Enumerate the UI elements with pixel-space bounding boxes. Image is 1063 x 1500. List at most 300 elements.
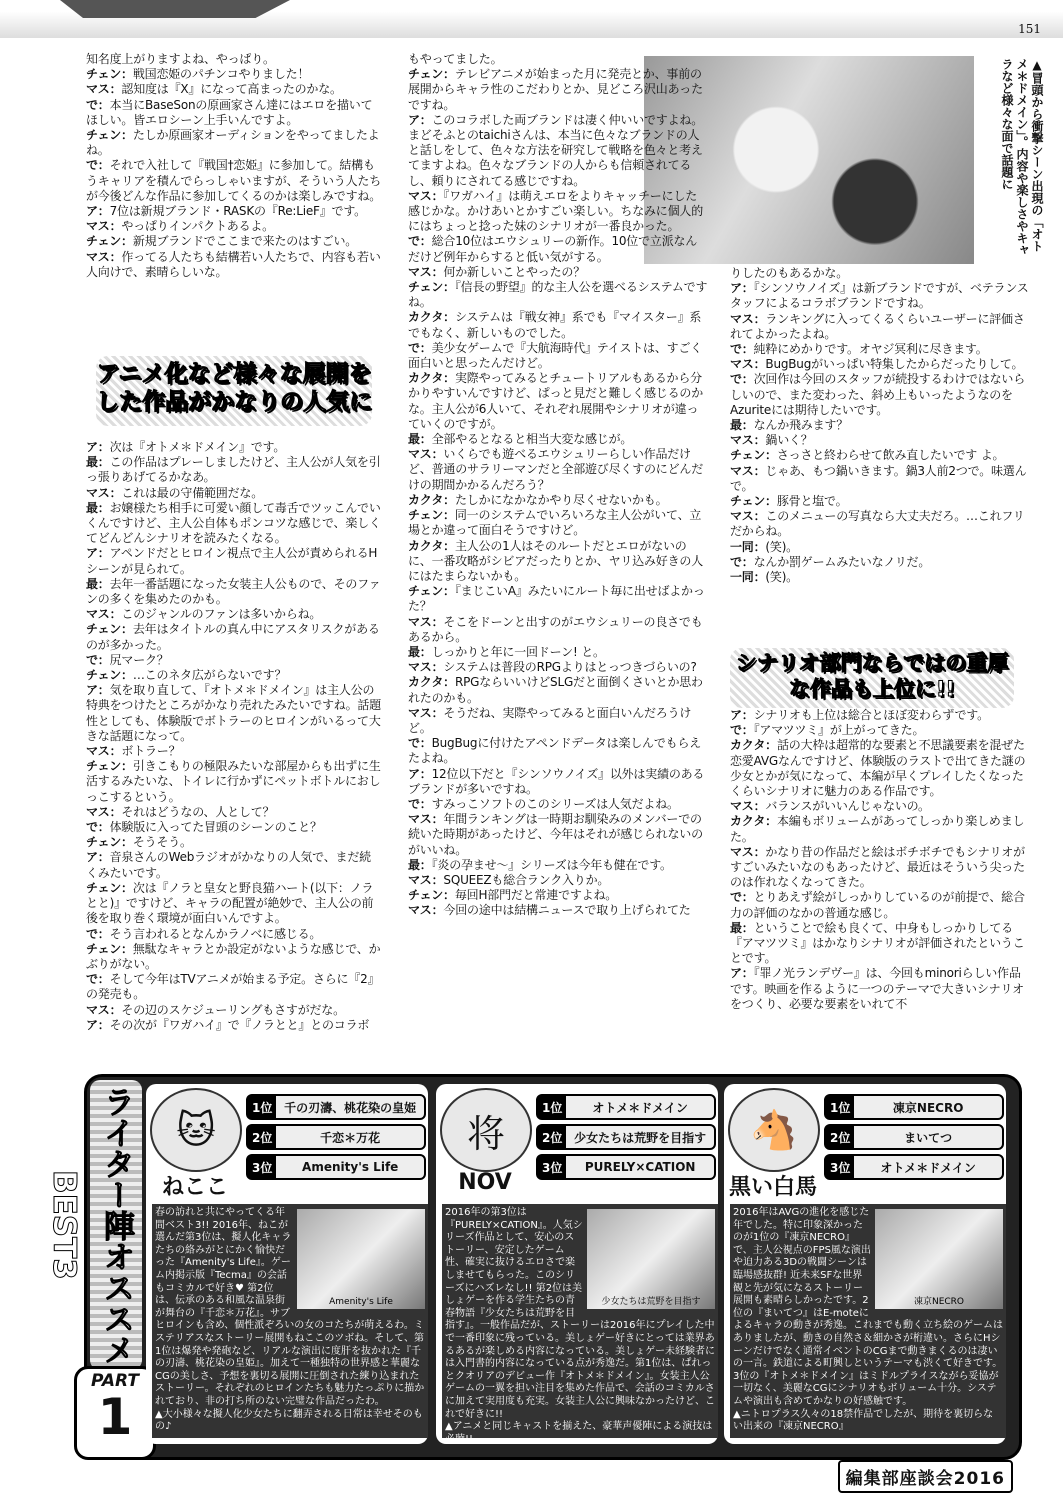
speaker-name: で： xyxy=(730,723,754,738)
image-label: Amenity's Life xyxy=(329,1297,393,1308)
dialogue-text: そうだね、実際やってみると面白いんだろうけど。 xyxy=(408,705,692,735)
speaker-name: チェン： xyxy=(408,888,455,903)
dialogue-line xyxy=(408,447,708,493)
rank-1 xyxy=(536,1094,716,1120)
speaker-name: カクタ： xyxy=(730,814,777,829)
speaker-name: チェン： xyxy=(86,67,133,82)
dialogue-line xyxy=(86,486,382,501)
writer-name: NOV xyxy=(458,1170,512,1195)
dialogue-line xyxy=(408,341,708,371)
dialogue-text: 総合10位はエウシュリーの新作。10位で立派なんだけど例年からすると低い気がする。 xyxy=(408,234,698,264)
dialogue-text: 『アマツツミ』が上がってきた。 xyxy=(753,723,925,738)
dialogue-line xyxy=(86,607,382,622)
dialogue-text: シナリオも上位は総合とほぼ変わらずです。 xyxy=(753,708,989,722)
speaker-name: マス： xyxy=(408,872,444,887)
dialogue-line xyxy=(730,738,1030,799)
dialogue-text: 12位以下だと『シンソウノイズ』以外は実績のあるブランドが多いですね。 xyxy=(408,766,705,796)
dialogue-line xyxy=(408,265,708,280)
rank-1 xyxy=(824,1094,1004,1120)
rank-title: 凍京NECRO xyxy=(892,1100,964,1115)
dialogue-text: 7位は新規ブランド・RASKの『Re:LieF』です。 xyxy=(109,204,366,219)
dialogue-line xyxy=(86,128,382,158)
page-number: 151 xyxy=(1018,22,1041,36)
dialogue-text: システムは『戦女神』系でも『マイスター』系でもなく、新しいものでした。 xyxy=(408,310,702,340)
dialogue-text: 次は『ノラと皇女と野良猫ハート(以下：ノラとと)』ですけど、キャラの配置が絶妙で、主人公の前後を取り巻く環境が面白いんですよ。 xyxy=(86,880,374,926)
dialogue-line xyxy=(408,189,708,235)
speaker-name: マス： xyxy=(408,614,444,629)
rank-title: まいてつ xyxy=(904,1130,953,1145)
speaker-name: チェン： xyxy=(730,448,777,463)
image-caption: ▲アニメと同じキャストを揃えた、豪華声優陣による演技は必聴!! xyxy=(445,1421,713,1445)
dialogue-text: お嬢様たち相手に可愛い顔して毒舌でツッこんでいくんですけど、主人公自体もポンコツな感じで、楽しくてどんどんシナリオを読みたくなる。 xyxy=(86,500,381,546)
rank-title: オトメ＊ドメイン xyxy=(592,1100,688,1115)
dialogue-text: 純粋にめかりです。オヤジ冥利に尽きます。 xyxy=(753,342,988,357)
section-heading-anime: アニメ化など様々な展開をした作品がかなりの人気に xyxy=(96,356,372,426)
speaker-name: で： xyxy=(86,97,110,112)
dialogue-line xyxy=(408,706,708,736)
dialogue-text: SQUEEZも総合ランク入りか。 xyxy=(443,872,610,887)
comment-text: 2016年はAVGの進化を感じた年でした。特に印象深かったのが1位の『凍京NECRO』で、主人公視点のFPS風な演出や迫力ある3Dの戦闘シーンは臨場感抜群! 近未来SFな世界観と先が気になるストーリー展開も素晴らしかったです。2位の『まいてつ』はE-moteによるキャラの動きが秀逸。これまでも動く立ち絵のゲームはありましたが、動きの自然さ＆細かさが桁違い。さらにHシーンだけでなく通常イベントのCGまで動きまくるのは凄いの一言。鉄道による町興しというテーマも渋くて好きです。3位の『オトメ＊ドメイン』はミドルプライスながら妥協が一切なく、美麗なCGにシナリオもボリューム十分。システムや演出も含めてかなりの好感触です。 xyxy=(733,1207,1003,1407)
rank-title: PURELY×CATION xyxy=(584,1160,696,1174)
speaker-name: ア： xyxy=(86,850,110,865)
rank-2 xyxy=(246,1124,426,1150)
writer-card-kuroi-hakuba xyxy=(724,1084,1006,1444)
dialogue-text: ボトラー？ xyxy=(121,744,181,759)
rank-label: 2位 xyxy=(248,1126,276,1148)
speaker-name: マス： xyxy=(730,509,766,524)
dialogue-line xyxy=(86,158,382,204)
dialogue-line xyxy=(86,805,382,820)
image-label: 少女たちは荒野を目指す xyxy=(601,1297,701,1308)
dialogue-text: 主人公の1人はそのルートだとエロがないのに、一番攻略がシビアだったりとか、ヤリ込み好きの人にはたまらないかも。 xyxy=(408,538,704,583)
dialogue-text: やっぱりインパクトあるよ。 xyxy=(121,219,274,234)
dialogue-line xyxy=(86,82,382,97)
speaker-name: マス： xyxy=(408,903,444,918)
dialogue-text: なんか飛みます？ xyxy=(753,418,849,433)
dialogue-line xyxy=(730,814,1030,844)
dialogue-line xyxy=(408,234,708,264)
speaker-name: マス： xyxy=(408,812,444,827)
dialogue-line xyxy=(86,744,382,759)
speaker-name: カクタ： xyxy=(408,538,455,553)
game-image xyxy=(875,1209,1003,1309)
dialogue-text: これは最の守備範囲だな。 xyxy=(121,485,264,500)
dialogue-line xyxy=(730,799,1030,814)
part-number: 1 xyxy=(97,1388,133,1446)
dialogue-text: そうそう。 xyxy=(132,835,192,850)
dialogue-text: 何か新しいことやったの？ xyxy=(443,264,586,279)
dialogue-line xyxy=(86,440,382,455)
dialogue-line xyxy=(408,812,708,858)
dialogue-text: このコラボした両ブランドは凄く仲いいですよね。まどそふとのtaichiさんは、本当に色々なブランドの人と話しをして、色々な方法を研究して戦略を色々と考えてますよね。色々なブランドの人からも信頼されてるし、頼りにされてる感じですね。 xyxy=(408,112,704,188)
dialogue-line xyxy=(86,1018,382,1033)
speaker-name: ア： xyxy=(730,708,754,722)
cat-avatar-icon: 🐱 xyxy=(150,1088,242,1172)
dialogue-line xyxy=(408,888,708,903)
dialogue-line xyxy=(86,683,382,744)
dialogue-text: 『シンソウノイズ』は新ブランドですが、ベテランスタッフによるコラボブランドですね。 xyxy=(730,281,1029,311)
dialogue-text: このメニューの写真なら大丈夫だろ。…これフリだからね。 xyxy=(730,509,1025,539)
dialogue-text: RPGならいいけどSLGだと面倒くさいとか思われたのかも。 xyxy=(408,675,703,705)
dialogue-line xyxy=(408,493,708,508)
dialogue-text: BugBugに付けたアペンドデータは楽しんでもらえたよね。 xyxy=(408,736,702,766)
rank-label: 2位 xyxy=(538,1126,566,1148)
speaker-name: チェン： xyxy=(86,759,133,774)
dialogue-text: 『炎の孕ませ～』シリーズは今年も健在です。 xyxy=(431,857,672,872)
speaker-name: ア： xyxy=(86,204,110,219)
comment-text: 春の訪れと共にやってくる年間ベスト3!! 2016年、ねこが選んだ第3位は、擬人化キャラたちの絡みがとにかく愉快だった『Amenity's Life』。ゲーム内掲示版『Tecma』の会話もコミカルで好き♥ 第2位は、伝承のある和風な温泉街が舞台の『千恋＊万花』。サブヒロインも含め、個性派ぞろいの女のコたちが萌えるわ。ミステリアスなストーリー展開もねここのツボね。そして、第1位は爆発や発砲など、リアルな演出に度肝を抜かれた『千の刃濤、桃花染の皇姫』。加えて一種独特の世界感と華麗なCGの美しさ、予想を裏切る展開に圧倒された練り込まれたストーリー。それぞれのヒロインたちも魅力たっぷりに描かれており、非の打ち所のない完璧な作品だったわ。 xyxy=(155,1207,425,1407)
dialogue-text: たしか原画家オーディションをやってましたよね。 xyxy=(86,128,380,158)
dialogue-text: 年間ランキングは一時期お馴染みのメンバーでの続いた時期があったけど、今年はそれが感じられないのがいいね。 xyxy=(408,812,703,857)
speaker-name: ア： xyxy=(86,683,110,698)
dialogue-text: それで入社して『戦国†恋姫』に参加して。結構もうキャリアを積んでらっしゃいますが、そういう人たちが今後どんな作品に参加してくるのかは楽しみですね。 xyxy=(86,158,382,203)
dialogue-text: 今回の途中は結構ニュースで取り上げられてた xyxy=(443,903,691,918)
dialogue-line xyxy=(730,570,1030,585)
rank-title: 千の刃濤、桃花染の皇姫 xyxy=(284,1100,417,1115)
speaker-name: マス： xyxy=(408,447,444,462)
rank-label: 1位 xyxy=(826,1096,854,1118)
rank-title: オトメ＊ドメイン xyxy=(880,1160,976,1175)
dialogue-text: そこをドーンと出すのがエウシュリーの良さでもあるから。 xyxy=(408,614,703,644)
speaker-name: マス： xyxy=(86,82,122,97)
dialogue-text: 気を取り直して、『オトメ＊ドメイン』は主人公の特典をつけたところがかなり売れたみたいですね。話題性としても、体験版でボトラーのヒロインがいるって大きな話題になって。 xyxy=(86,683,382,743)
dialogue-text: とりあえず絵がしっかりしているのが前提で、総合力の評価のなかの普通な感じ。 xyxy=(730,890,1025,920)
dialogue-line xyxy=(86,820,382,835)
dialogue-text: 美少女ゲームで『大航海時代』テイストは、すごく面白いと思ったんだけど。 xyxy=(408,340,703,371)
writer-recommend-title: ライター陣オススメBEST3 xyxy=(90,1080,142,1370)
speaker-name: ア： xyxy=(86,546,110,561)
speaker-name: 最： xyxy=(86,455,110,470)
dialogue-line xyxy=(86,942,382,972)
dialogue-line xyxy=(730,418,1030,433)
dialogue-text: もやってました。 xyxy=(408,52,503,66)
dialogue-text: テレビアニメが始まった月に発売とか、事前の展開からキャラ性のこだわりとか、見どころ沢山あったですね。 xyxy=(408,67,703,112)
dialogue-text: なんか罰ゲームみたいなノリだ。 xyxy=(753,554,931,569)
dialogue-text: システムは普段のRPGよりはとっつきづらいの? xyxy=(443,660,697,675)
speaker-name: で： xyxy=(408,234,432,249)
dialogue-line xyxy=(408,645,708,660)
dialogue-text: かなり昔の作品だと絵はボチボチでもシナリオがすごいみたいなのもあったけど、最近はそういう尖ったのは作れなくなってきた。 xyxy=(730,844,1025,890)
speaker-name: で： xyxy=(730,372,754,387)
speaker-name: カクタ： xyxy=(408,310,455,325)
speaker-name: 最： xyxy=(86,576,110,591)
dialogue-text: 鍋いく？ xyxy=(765,433,813,448)
dialogue-text: すみっこソフトのこのシリーズは人気だよね。 xyxy=(431,796,679,811)
dialogue-text: 無駄なキャラとか設定がないような感じで、かぶりがない。 xyxy=(86,941,381,971)
rank-label: 1位 xyxy=(248,1096,276,1118)
speaker-name: チェン： xyxy=(86,668,133,683)
dialogue-text: BugBugがいっぱい特集したからだったりして。 xyxy=(765,357,1024,372)
speaker-name: チェン： xyxy=(408,67,455,82)
speaker-name: カクタ： xyxy=(408,492,455,507)
dialogue-line xyxy=(730,540,1030,555)
rank-label: 2位 xyxy=(826,1126,854,1148)
speaker-name: で： xyxy=(730,342,754,357)
dialogue-line xyxy=(408,432,708,447)
dialogue-line xyxy=(408,660,708,675)
speaker-name: で： xyxy=(408,736,432,751)
dialogue-text: 作ってる人たちも結構若い人たちで、内容も若い人向けで、素晴らしいな。 xyxy=(86,249,381,279)
dialogue-text: そう言われるとなんかラノベに感じる。 xyxy=(109,926,322,941)
rank-2 xyxy=(536,1124,716,1150)
speaker-name: マス： xyxy=(86,607,122,622)
dialogue-line xyxy=(86,577,382,607)
dialogue-text: 戦国恋姫のパチンコやりました！ xyxy=(132,67,310,82)
dialogue-line xyxy=(730,433,1030,448)
speaker-name: で： xyxy=(730,554,754,569)
photo-caption: ▲冒頭から衝撃シーン出現の「オトメ＊ドメイン」。内容や楽しさやキャラなど様々な面で話題に xyxy=(1000,58,1044,256)
dialogue-line xyxy=(408,67,708,113)
speaker-name: 一同： xyxy=(730,539,766,554)
shogi-piece-avatar-icon: 将 xyxy=(440,1088,532,1172)
speaker-name: マス： xyxy=(408,264,444,279)
dialogue-line xyxy=(408,615,708,645)
dialogue-text: 話の大枠は超常的な要素と不思議要素を混ぜた恋愛AVGなんですけど、体験版のラストで出てきた謎の少女とかが気になって、本編が早くプレイしたくなったくらいシナリオに魅力のある作品です。 xyxy=(730,738,1026,799)
dialogue-line xyxy=(730,464,1030,494)
dialogue-line xyxy=(408,736,708,766)
page-header-bar xyxy=(0,0,1063,38)
dialogue-text: 次回作は今回のスタッフが続投するわけではないらしいので、また変わった、斜め上もいったようなのをAzuriteには期待したいです。 xyxy=(730,372,1026,417)
speaker-name: チェン： xyxy=(86,622,133,637)
speaker-name: で： xyxy=(86,652,110,667)
speaker-name: マス： xyxy=(408,188,444,203)
dialogue-line xyxy=(730,966,1030,1012)
speaker-name: ア： xyxy=(730,966,754,981)
dialogue-line xyxy=(408,113,708,189)
dialogue-text: 去年一番話題になった女装主人公もので、そのファンの多くを集めたのかも。 xyxy=(86,576,381,607)
dialogue-text: ということで絵も良くて、中身もしっかりしてる『アマツツミ』はかなりシナリオが評価されたということです。 xyxy=(730,920,1025,966)
dialogue-text: 『ワガハイ』は萌えエロをよりキャッチーにした感じかな。かけあいとかすごい楽しい。ちなみに個人的にはちょっと捻った妹のシナリオが一番良かった。 xyxy=(408,188,704,234)
speaker-name: ア： xyxy=(86,1017,110,1032)
speaker-name: で： xyxy=(408,796,432,811)
speaker-name: で： xyxy=(730,890,754,905)
dialogue-line xyxy=(86,501,382,547)
rank-title: Amenity's Life xyxy=(302,1160,399,1174)
dialogue-line xyxy=(730,723,1030,738)
dialogue-text: 知名度上がりますよね、やっぱり。 xyxy=(86,52,275,66)
speaker-name: チェン： xyxy=(408,280,455,295)
dialogue-text: 本当にBaseSonの原画家さん達にはエロを描いてほしい。皆エロシーン上手いんですよ。 xyxy=(86,97,373,127)
dialogue-line xyxy=(86,835,382,850)
section-heading-scenario: シナリオ部門ならではの重厚な作品も上位に!! xyxy=(730,648,1014,708)
speaker-name: マス： xyxy=(730,799,766,814)
game-image xyxy=(587,1209,715,1309)
speaker-name: チェン： xyxy=(86,128,133,143)
rank-label: 1位 xyxy=(538,1096,566,1118)
rank-3 xyxy=(824,1154,1004,1180)
footer-title: 編集部座談会2016 xyxy=(838,1460,1013,1493)
speaker-name: チェン： xyxy=(86,941,133,956)
speaker-name: ア： xyxy=(730,281,754,296)
speaker-name: マス： xyxy=(86,1002,122,1017)
dialogue-line xyxy=(408,858,708,873)
speaker-name: チェン： xyxy=(86,234,133,249)
dialogue-text: …このネタ広がらないです？ xyxy=(132,668,287,683)
dialogue-line xyxy=(86,546,382,576)
dialogue-line xyxy=(730,281,1030,311)
dialogue-text: 体験版に入ってた冒頭のシーンのこと？ xyxy=(109,820,322,835)
speaker-name: マス： xyxy=(86,219,122,234)
dialogue-line xyxy=(408,310,708,340)
dialogue-line xyxy=(408,280,708,310)
dialogue-text: バランスがいいんじゃないの。 xyxy=(765,799,930,814)
dialogue-text: 新規ブランドでここまで来たのはすごい。 xyxy=(132,234,358,249)
speaker-name: 一同： xyxy=(730,570,766,585)
header-decoration xyxy=(60,0,290,18)
speaker-name: 最： xyxy=(86,500,110,515)
dialogue-line xyxy=(408,873,708,888)
speaker-name: マス： xyxy=(730,311,766,326)
article-column-1-cont xyxy=(86,440,382,1033)
rank-2 xyxy=(824,1124,1004,1150)
article-column-3 xyxy=(730,266,1030,585)
dialogue-line xyxy=(408,675,708,705)
speaker-name: で： xyxy=(86,158,110,173)
dialogue-text: 実際やってみるとチュートリアルもあるから分かりやすいんですけど、ぱっと見だと難しく感じるのかな。主人公が6人いて、それぞれ展開やシナリオが違っていくのですが。 xyxy=(408,371,704,431)
speaker-name: カクタ： xyxy=(408,371,455,386)
dialogue-text: 去年はタイトルの真ん中にアスタリスクがあるのが多かった。 xyxy=(86,622,380,652)
image-label: 凍京NECRO xyxy=(913,1297,965,1308)
horse-avatar-icon: 🐴 xyxy=(728,1088,820,1172)
speaker-name: チェン： xyxy=(408,584,455,599)
speaker-name: チェン： xyxy=(730,494,777,509)
dialogue-text: 毎回H部門だと常連ですよね。 xyxy=(454,888,618,903)
speaker-name: マス： xyxy=(86,744,122,759)
article-column-3-cont xyxy=(730,708,1030,1012)
article-column-1 xyxy=(86,52,382,280)
speaker-name: で： xyxy=(86,972,110,987)
dialogue-line xyxy=(408,371,708,432)
dialogue-line xyxy=(86,52,382,67)
rank-1 xyxy=(246,1094,426,1120)
dialogue-text: この作品はプレーしましたけど、主人公が人気を引っ張りあげてるかなあ。 xyxy=(86,455,381,485)
rank-label: 3位 xyxy=(248,1156,276,1178)
speaker-name: 最： xyxy=(408,644,432,659)
dialogue-text: (笑)。 xyxy=(765,539,798,554)
dialogue-line xyxy=(408,797,708,812)
writer-card-nekoko xyxy=(146,1084,428,1444)
writer-comment xyxy=(152,1204,428,1438)
speaker-name: 最： xyxy=(730,920,754,935)
writer-name: ねここ xyxy=(161,1175,228,1200)
dialogue-line xyxy=(730,448,1030,463)
writer-name: 黒い白馬 xyxy=(728,1175,817,1200)
dialogue-line xyxy=(86,219,382,234)
dialogue-text: じゃあ、もつ鍋いきます。鍋3人前2つで。味選んで。 xyxy=(730,463,1027,493)
dialogue-text: りしたのもあるかな。 xyxy=(730,266,849,280)
writer-comment xyxy=(442,1204,718,1445)
speaker-name: マス： xyxy=(86,249,122,264)
dialogue-text: 音泉さんのWebラジオがかなりの人気で、まだ続くみたいです。 xyxy=(86,850,371,880)
dialogue-line xyxy=(408,52,708,67)
dialogue-text: 本編もボリュームがあってしっかり楽しめました。 xyxy=(730,814,1025,844)
dialogue-line xyxy=(730,708,1030,723)
dialogue-text: ランキングに入ってくるくらいユーザーに評価されてよかったよね。 xyxy=(730,311,1025,341)
dialogue-line xyxy=(86,927,382,942)
speaker-name: 最： xyxy=(730,418,754,433)
rank-3 xyxy=(536,1154,716,1180)
dialogue-line xyxy=(86,972,382,1002)
dialogue-text: 引きこもりの極限みたいな部屋からも出ずに生活するみたいな、トイレに行かずにペットボトルにおしっこするという。 xyxy=(86,759,381,804)
dialogue-line xyxy=(86,622,382,652)
dialogue-text: その次が『ワガハイ』で『ノラとと』とのコラボ xyxy=(109,1017,370,1032)
speaker-name: で： xyxy=(86,926,110,941)
dialogue-line xyxy=(86,759,382,805)
speaker-name: 最： xyxy=(408,432,432,447)
image-caption: ▲大小様々な擬人化少女たちに翻弄される日常は幸せそのもの♪ xyxy=(155,1408,423,1433)
dialogue-text: そして今年はTVアニメが始まる予定。さらに『2』の発売も。 xyxy=(86,972,380,1002)
comment-text: 2016年の第3位は『PURELY×CATION』。人気シリーズ作品として、安心のストーリー、安定したゲーム性、確実に抜けるエロさで楽しませてもらった。このシリーズにハズレなし!! 第2位は美しょゲーを作る学生たちの青春物語『少女たちは荒野を目指す』。一般作品だが、ストーリーは2016年にプレイした中で一番印象に残っている。美しょゲー好きにとっては業界あるあるが楽しめる内容になっている。美しょゲー未経験者には入門書的内容になっている点が秀逸だ。第1位は、ぱれっとクオリアのデビュー作『オトメ＊ドメイン』。女装主人公ゲームの一翼を担い注目を集めた作品で、会話のコミカルさに加えて実用度も充実。女装主人公に興味なかったけど、これで好きに!! xyxy=(445,1207,715,1420)
dialogue-text: 尻マーク？ xyxy=(109,652,169,667)
speaker-name: マス： xyxy=(86,804,122,819)
rank-label: 3位 xyxy=(826,1156,854,1178)
dialogue-text: それはどうなの、人として？ xyxy=(121,804,275,819)
speaker-name: マス： xyxy=(86,485,122,500)
dialogue-line xyxy=(730,494,1030,509)
game-image xyxy=(297,1209,425,1309)
dialogue-text: 『罪ノ光ランデヴー』は、今回もminoriらしい作品です。映画を作るように一つのテーマで大きいシナリオをつくり、必要な要素をいれて不 xyxy=(730,966,1024,1011)
speaker-name: 最： xyxy=(408,857,432,872)
dialogue-line xyxy=(730,342,1030,357)
speaker-name: マス： xyxy=(408,705,444,720)
part-badge xyxy=(74,1366,156,1460)
dialogue-line xyxy=(730,266,1030,281)
dialogue-line xyxy=(86,67,382,82)
speaker-name: ア： xyxy=(408,112,432,127)
dialogue-text: 『信長の野望』的な主人公を選べるシステムですね。 xyxy=(408,280,708,310)
rank-label: 3位 xyxy=(538,1156,566,1178)
speaker-name: マス： xyxy=(730,433,766,448)
speaker-name: ア： xyxy=(86,440,110,454)
dialogue-text: 豚骨と塩で。 xyxy=(776,494,848,509)
dialogue-text: その辺のスケジューリングもさすがだな。 xyxy=(121,1002,345,1017)
speaker-name: カクタ： xyxy=(730,738,777,753)
dialogue-line xyxy=(730,845,1030,891)
rank-3 xyxy=(246,1154,426,1180)
image-caption: ▲ニトロプラス久々の18禁作品でしたが、期待を裏切らない出来の『凍京NECRO』 xyxy=(733,1408,994,1433)
dialogue-line xyxy=(730,509,1030,539)
writer-comment xyxy=(730,1204,1006,1438)
dialogue-line xyxy=(86,250,382,280)
dialogue-line xyxy=(730,921,1030,967)
dialogue-line xyxy=(730,372,1030,418)
rank-title: 少女たちは荒野を目指す xyxy=(574,1130,707,1145)
dialogue-line xyxy=(730,312,1030,342)
speaker-name: マス： xyxy=(730,357,766,372)
dialogue-line xyxy=(730,890,1030,920)
dialogue-line xyxy=(86,204,382,219)
dialogue-line xyxy=(408,539,708,585)
speaker-name: マス： xyxy=(730,463,766,478)
dialogue-text: しっかりと年に一回ドーン! と。 xyxy=(431,644,605,659)
rank-title: 千恋＊万花 xyxy=(320,1130,381,1145)
dialogue-text: 同一のシステムでいろいろな主人公がいて、立場とか違って面白そうですけど。 xyxy=(408,508,702,538)
dialogue-line xyxy=(86,881,382,927)
speaker-name: チェン： xyxy=(86,835,133,850)
dialogue-line xyxy=(408,584,708,614)
dialogue-line xyxy=(408,767,708,797)
speaker-name: で： xyxy=(86,820,110,835)
dialogue-line xyxy=(86,455,382,485)
article-column-2 xyxy=(408,52,708,919)
dialogue-line xyxy=(86,653,382,668)
dialogue-line xyxy=(730,357,1030,372)
dialogue-line xyxy=(86,850,382,880)
speaker-name: マス： xyxy=(730,844,766,859)
dialogue-line xyxy=(86,234,382,249)
dialogue-line xyxy=(86,668,382,683)
dialogue-text: さっさと終わらせて飲み直したいです よ。 xyxy=(776,448,1005,463)
